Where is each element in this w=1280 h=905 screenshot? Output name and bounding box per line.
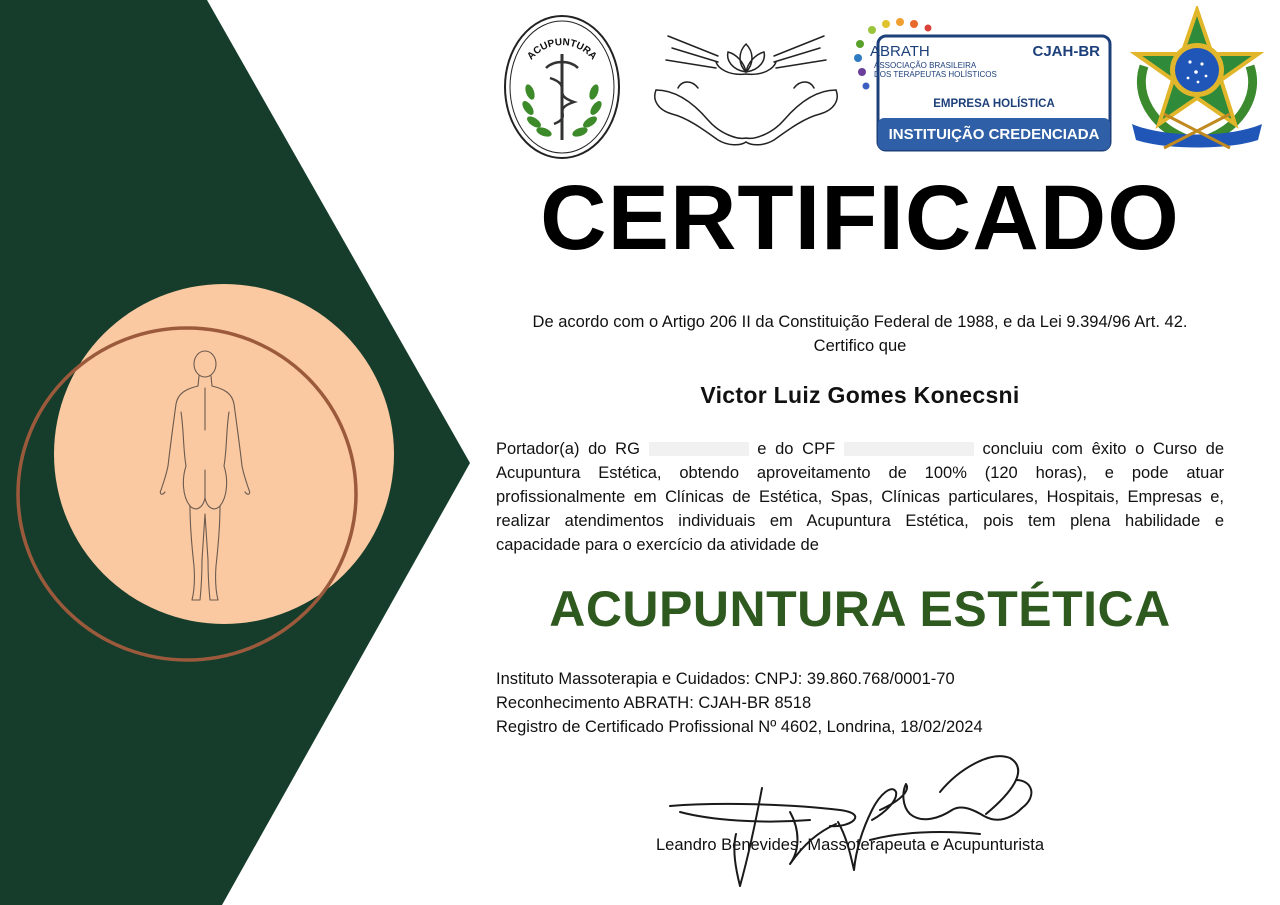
recipient-name: Victor Luiz Gomes Konecsni <box>700 382 1020 408</box>
abrath-category: EMPRESA HOLÍSTICA <box>933 98 1055 110</box>
abrath-line2: DOS TERAPEUTAS HOLÍSTICOS <box>874 70 997 79</box>
coat-of-arms-logo <box>1124 6 1270 156</box>
intro-line-1: De acordo com o Artigo 206 II da Constituição Federal de 1988, e da Lei 9.394/96 Art. 42. <box>532 313 1188 331</box>
cpf-redacted-field <box>844 442 974 456</box>
certificate-title: CERTIFICADO <box>540 167 1180 269</box>
abrath-line1: ASSOCIAÇÃO BRASILEIRA <box>874 61 977 70</box>
acupuntura-seal-logo <box>500 12 624 162</box>
abrath-logo <box>852 14 1116 154</box>
handwritten-signature <box>640 740 1100 900</box>
hands-lotus-needles-icon <box>648 30 844 148</box>
certificate-body <box>496 437 1224 557</box>
body-line-4: realizar atendimentos individuais em Acupuntura Estética, pois tem plena habilidade e <box>496 512 1224 530</box>
peach-circle <box>54 284 394 624</box>
body-line-2: Acupuntura Estética, obtendo aproveitamento de 100% (120 horas), e pode atuar <box>496 464 1224 482</box>
certificate-details <box>496 667 1224 739</box>
course-name: ACUPUNTURA ESTÉTICA <box>549 581 1171 637</box>
signer-caption: Leandro Benevides: Massoterapeuta e Acupunturista <box>656 836 1045 854</box>
hands-lotus-logo <box>648 30 844 148</box>
abrath-code: CJAH-BR <box>1032 43 1100 60</box>
intro-line-2: Certifico que <box>813 337 907 355</box>
abrath-brand: ABRATH <box>870 43 930 60</box>
brazil-coat-of-arms-icon <box>1124 6 1270 156</box>
institute-cnpj: Instituto Massoterapia e Cuidados: CNPJ: 39.860.768/0001-70 <box>496 670 955 688</box>
legal-intro <box>496 310 1224 358</box>
rg-redacted-field <box>649 442 749 456</box>
certificate-registry: Registro de Certificado Profissional Nº 4602, Londrina, 18/02/2024 <box>496 718 983 736</box>
abrath-recognition: Reconhecimento ABRATH: CJAH-BR 8518 <box>496 694 812 712</box>
body-line-5: capacidade para o exercício da atividade de <box>496 536 819 554</box>
body-line-1: Portador(a) do RG e do CPF concluiu com êxito o Curso de <box>496 440 1225 458</box>
body-line-3: profissionalmente em Clínicas de Estética, Spas, Clínicas particulares, Hospitais, Empresas e, <box>496 488 1224 506</box>
seal-text: ACUPUNTURA <box>525 36 599 63</box>
abrath-badge: INSTITUIÇÃO CREDENCIADA <box>888 126 1100 143</box>
decorative-panel <box>0 0 480 905</box>
